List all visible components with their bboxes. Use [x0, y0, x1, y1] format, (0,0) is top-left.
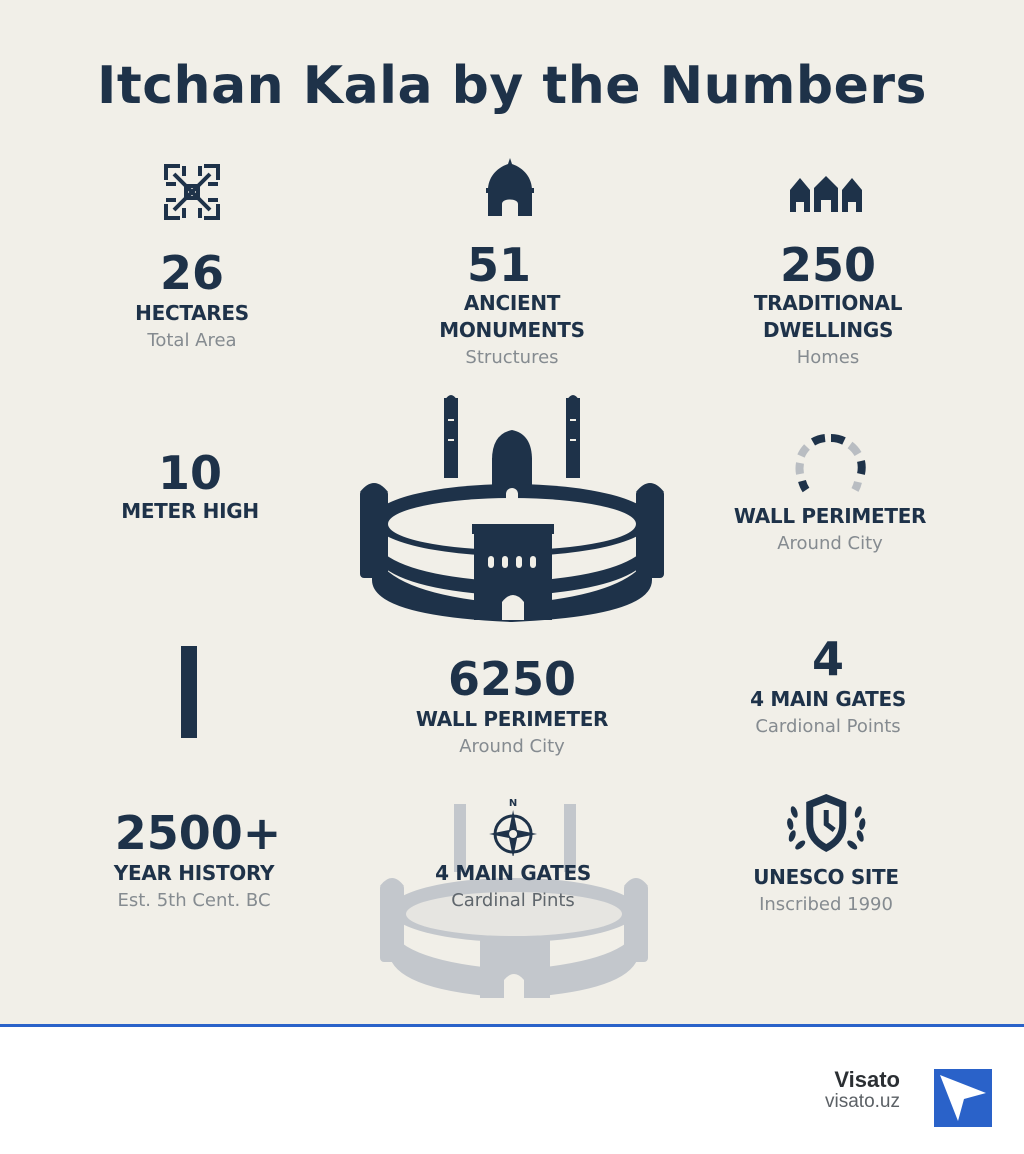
dwellings-number: 250 [779, 238, 877, 292]
area-sub: Total Area [147, 330, 237, 351]
stat-height [121, 446, 259, 525]
history-sub: Est. 5th Cent. BC [117, 890, 271, 911]
stat-gates-ghost [435, 796, 591, 915]
gates-sub: Cardional Points [755, 716, 901, 737]
unesco-sub: Inscribed 1990 [759, 894, 893, 915]
gates-ghost-label: 4 MAIN GATES [435, 861, 591, 885]
compass-icon [487, 796, 539, 856]
gates-number: 4 [811, 632, 845, 686]
monuments-number: 51 [466, 238, 532, 292]
monuments-label-line1: ANCIENT [463, 291, 561, 315]
height-label: METER HIGH [121, 499, 259, 523]
visato-logo-icon [934, 1069, 992, 1127]
history-label: YEAR HISTORY [113, 861, 275, 885]
stat-area [135, 246, 249, 355]
dwellings-label-line2: DWELLINGS [762, 318, 894, 342]
houses-icon [790, 176, 862, 212]
perimeter-ring-sub: Around City [777, 533, 883, 554]
gates-label: 4 MAIN GATES [750, 687, 906, 711]
stat-perimeter [415, 652, 609, 761]
height-number: 10 [157, 446, 223, 500]
perimeter-ring-label: WALL PERIMETER [733, 504, 927, 528]
gates-ghost-sub: Cardinal Pints [451, 890, 575, 911]
page-title: Itchan Kala by the Numbers [97, 56, 927, 116]
unesco-label: UNESCO SITE [753, 865, 899, 889]
brand-name: Visato [834, 1067, 900, 1092]
area-label: HECTARES [135, 301, 249, 325]
compass-letter: N [508, 798, 518, 809]
dwellings-label-line1: TRADITIONAL [753, 291, 903, 315]
unesco-shield-laurel-icon [780, 790, 872, 856]
perimeter-number: 6250 [447, 652, 577, 706]
mosque-dome-icon [486, 158, 534, 218]
perimeter-label: WALL PERIMETER [415, 707, 609, 731]
monuments-label-line2: MONUMENTS [439, 318, 585, 342]
wall-height-bar-icon [181, 646, 197, 738]
dwellings-sub: Homes [796, 347, 860, 368]
stat-perimeter-ring [734, 503, 926, 558]
brand-url[interactable]: visato.uz [825, 1091, 900, 1112]
stat-history [113, 806, 282, 915]
stat-unesco [753, 790, 899, 919]
walled-city-icon [356, 390, 668, 622]
perimeter-ring-icon [792, 434, 870, 498]
map-grid-icon [162, 162, 222, 222]
stat-dwellings [753, 238, 903, 372]
monuments-sub: Structures [465, 347, 559, 368]
footer [0, 1024, 1024, 1154]
stat-gates [750, 632, 906, 741]
history-number: 2500+ [114, 806, 282, 860]
area-number: 26 [159, 246, 224, 300]
stat-monuments [439, 238, 585, 372]
perimeter-sub: Around City [459, 736, 565, 757]
